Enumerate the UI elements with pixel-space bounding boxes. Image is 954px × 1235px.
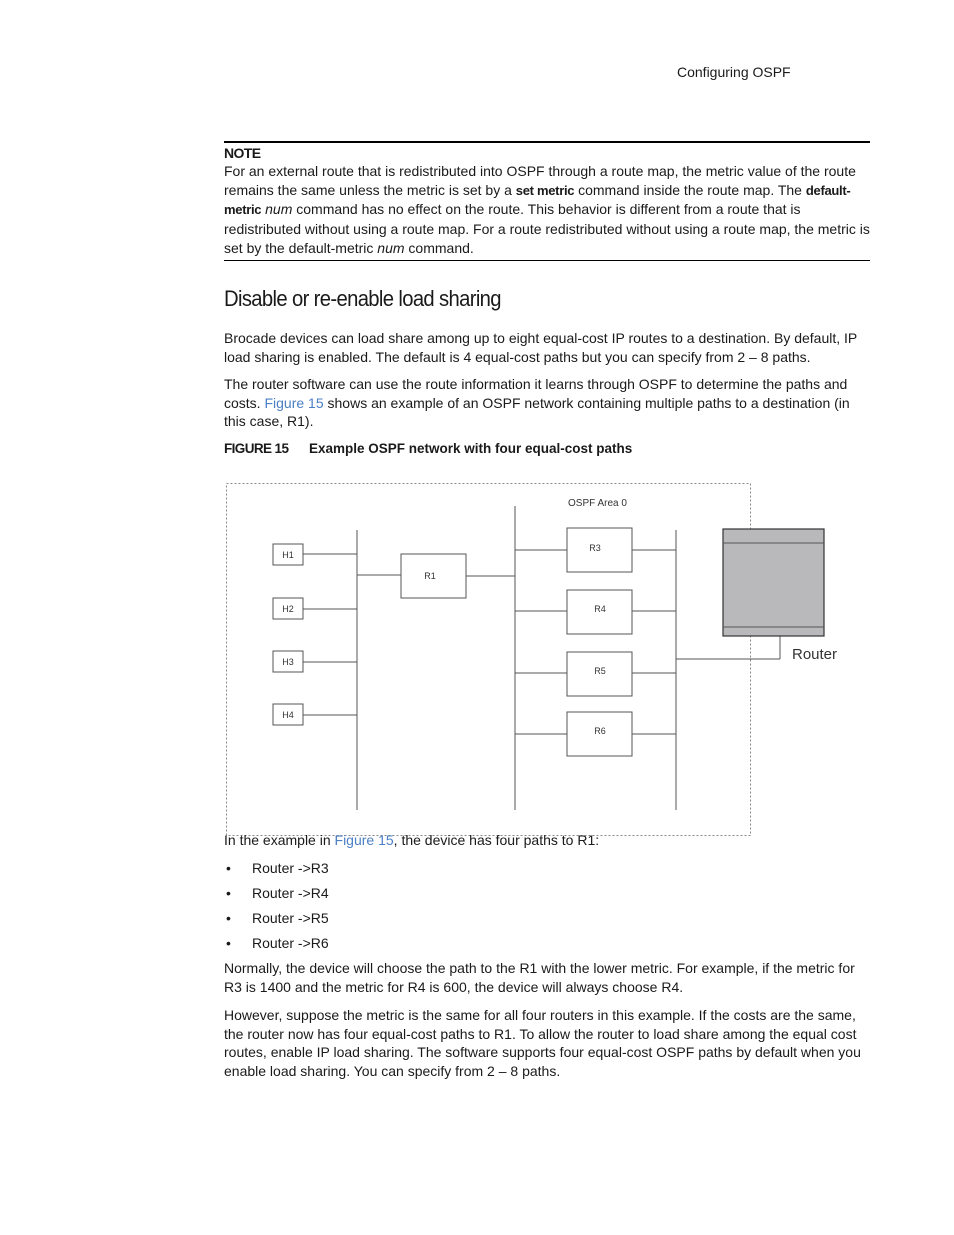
- area-label: OSPF Area 0: [568, 498, 627, 509]
- bullet-icon: •: [226, 860, 231, 876]
- note-text-2: command inside the route map. The: [574, 181, 806, 198]
- router-label: R3: [589, 543, 601, 553]
- list-item: [224, 883, 329, 908]
- host-label: H1: [282, 550, 294, 560]
- host-h1: [273, 544, 303, 565]
- note-arg-num: num: [265, 201, 293, 218]
- paragraph-text: shows an example of an OSPF network containing multiple paths to a destination (in this case, R1).: [224, 394, 850, 430]
- paragraph-example: [224, 831, 874, 850]
- host-label: H4: [282, 710, 294, 720]
- figure-title: Example OSPF network with four equal-cost paths: [309, 441, 633, 456]
- diagram-frame: [227, 484, 751, 836]
- list-item-text: Router ->R3: [252, 860, 329, 876]
- paragraph-figure-ref: [224, 375, 874, 431]
- router-label: R5: [594, 666, 606, 676]
- host-h2: [273, 598, 303, 619]
- router-r3: [567, 528, 632, 572]
- router-label: R1: [424, 571, 436, 581]
- path-list: [224, 858, 329, 958]
- router-r5: [567, 652, 632, 696]
- list-item: [224, 858, 329, 883]
- note-arg-num-2: num: [377, 239, 405, 256]
- bullet-icon: •: [226, 885, 231, 901]
- bullet-icon: •: [226, 935, 231, 951]
- figure-label: FIGURE 15: [224, 441, 289, 456]
- router-label: R4: [594, 604, 606, 614]
- note-label: NOTE: [224, 145, 261, 161]
- router-label: R6: [594, 726, 606, 736]
- router-chassis-label: Router: [792, 646, 838, 663]
- running-header: Configuring OSPF: [677, 64, 791, 80]
- router-r1: [401, 554, 466, 598]
- note-text-1: For an external route that is redistributed into OSPF through a route map, the metric value of the route remains the same unless the metric is set by a: [224, 163, 856, 198]
- list-item-text: Router ->R6: [252, 935, 329, 951]
- router-r4: [567, 590, 632, 634]
- figure-caption: [224, 441, 633, 456]
- figure-link[interactable]: Figure 15: [264, 394, 324, 411]
- paragraph-text: , the device has four paths to R1:: [393, 832, 600, 848]
- figure-link[interactable]: Figure 15: [334, 832, 394, 848]
- section-title: Disable or re-enable load sharing: [224, 286, 501, 311]
- list-item: [224, 908, 329, 933]
- paragraph-intro: Brocade devices can load share among up to eight equal-cost IP routes to a destination. By default, IP load sharing is enabled. The default is 4 equal-cost paths but you can specify from 2 – 8 paths.: [224, 330, 857, 365]
- host-h4: [273, 704, 303, 725]
- note-cmd-set-metric: set metric: [515, 182, 575, 198]
- list-item-text: Router ->R4: [252, 885, 329, 901]
- note-text-3: command has no effect on the route. This behavior is different from a route that is redistributed without using a route map. For a route redistributed without using a route map, the metric is set by the default-metric: [224, 201, 870, 256]
- router-chassis-icon: [723, 529, 824, 636]
- list-item-text: Router ->R5: [252, 910, 329, 926]
- list-item: [224, 933, 329, 958]
- paragraph-text: In the example in: [224, 832, 335, 848]
- paragraph-equal-cost: However, suppose the metric is the same for all four routers in this example. If the costs are the same, the router now has four equal-cost paths to R1. To allow the router to load share among the equal cost routes, enable IP load sharing. The software supports four equal-cost OSPF paths by default when you enable load sharing. You can specify from 2 – 8 paths.: [224, 1007, 861, 1080]
- ospf-network-diagram: [224, 481, 850, 841]
- paragraph-text: The router software can use the route information it learns through OSPF to determine the paths and costs.: [224, 376, 848, 411]
- router-r6: [567, 712, 632, 756]
- host-label: H2: [282, 604, 294, 614]
- host-label: H3: [282, 657, 294, 667]
- note-top-rule: [224, 141, 870, 143]
- note-body: [224, 162, 874, 258]
- note-bottom-rule: [224, 260, 870, 261]
- note-cmd-default-metric: default-metric: [224, 182, 851, 218]
- bullet-icon: •: [226, 910, 231, 926]
- host-h3: [273, 651, 303, 672]
- paragraph-metric: Normally, the device will choose the path to the R1 with the lower metric. For example, if the metric for R3 is 1400 and the metric for R4 is 600, the device will always choose R4.: [224, 960, 855, 995]
- note-text-4: command.: [404, 239, 474, 256]
